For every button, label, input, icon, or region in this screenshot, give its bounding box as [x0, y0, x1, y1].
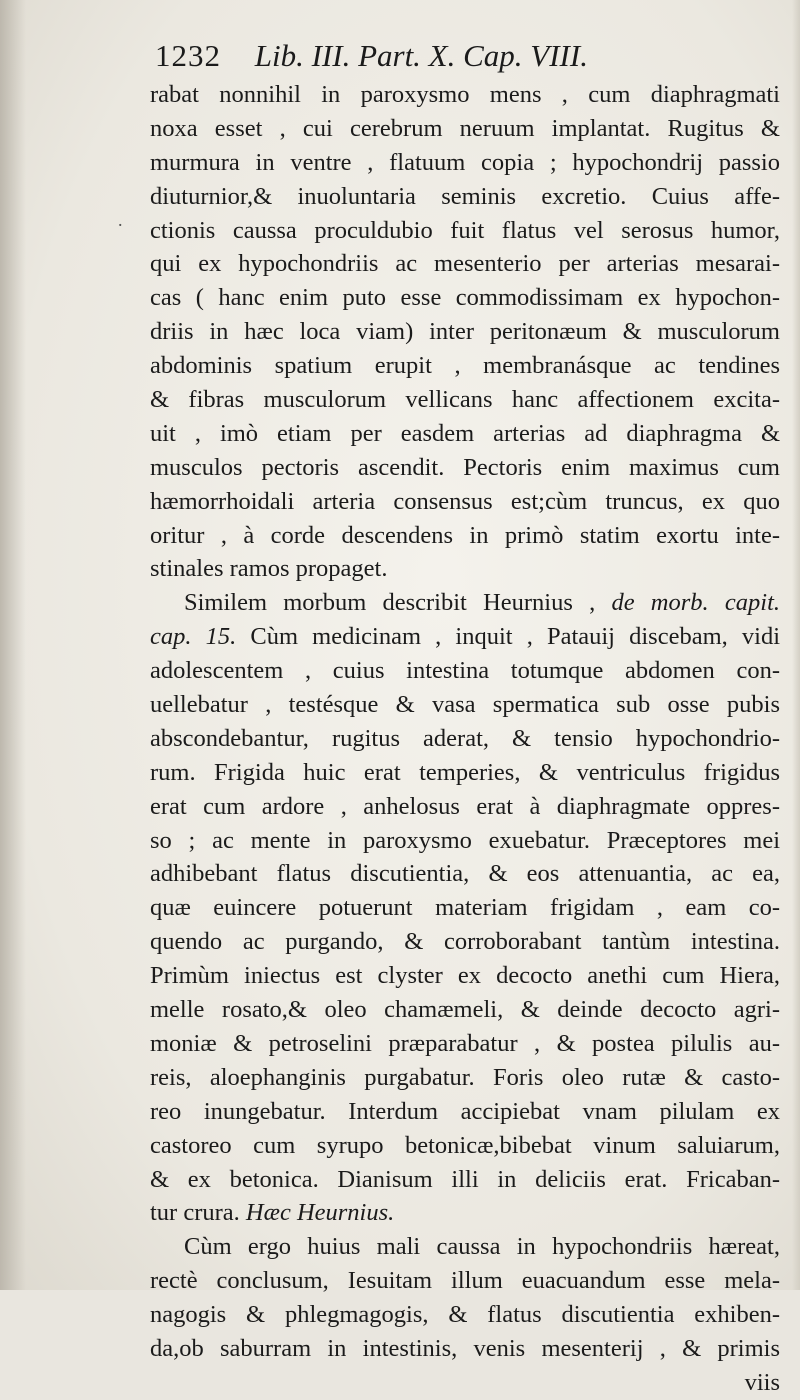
text-line [150, 857, 780, 891]
text-segment: rum. Frigida huic erat temperies, & ventriculus frigidus [150, 758, 780, 786]
text-segment: oritur , à corde descendens in primò statim exortu inte- [150, 521, 780, 549]
text-segment: reis, aloephanginis purgabatur. Foris oleo rutæ & casto- [150, 1063, 780, 1091]
text-line [150, 993, 780, 1027]
text-line [150, 756, 780, 790]
text-line [150, 485, 780, 519]
text-line [150, 1163, 780, 1197]
gutter-shadow [0, 0, 26, 1290]
text-line [150, 959, 780, 993]
text-line [150, 1230, 780, 1264]
text-segment: adolescentem , cuius intestina totumque abdomen con- [150, 657, 780, 685]
text-line [150, 451, 780, 485]
text-segment: Cùm ergo huius mali caussa in hypochondriis hæreat, [184, 1233, 780, 1261]
text-line [150, 688, 780, 722]
text-segment: rectè conclusum, Iesuitam illum euacuandum esse mela- [150, 1267, 780, 1295]
text-segment: castoreo cum syrupo betonicæ,bibebat vinum saluiarum, [150, 1131, 780, 1159]
catchword [150, 1366, 780, 1400]
text-line [150, 146, 780, 180]
text-segment: tur crura. [150, 1199, 246, 1227]
italic-text-segment: cap. 15. [150, 623, 237, 651]
page-edge [792, 0, 800, 1290]
text-segment: qui ex hypochondriis ac mesenterio per arterias mesarai- [150, 250, 780, 278]
text-segment: quæ euincere potuerunt materiam frigidam , eam co- [150, 894, 780, 922]
text-segment: abdominis spatium erupit , membranásque ac tendines [150, 352, 780, 380]
text-line [150, 112, 780, 146]
text-line [150, 1264, 780, 1298]
text-line [150, 315, 780, 349]
text-segment: noxa esset , cui cerebrum neruum implantat. Rugitus & [150, 114, 780, 142]
text-segment: da,ob saburram in intestinis, venis mesenterij , & primis [150, 1334, 780, 1362]
text-segment: Similem morbum describit Heurnius , [184, 589, 612, 617]
text-line [150, 214, 780, 248]
text-segment: diuturnior,& inuoluntaria seminis excretio. Cuius affe- [150, 182, 780, 210]
text-segment: uit , imò etiam per easdem arterias ad diaphragma & [150, 419, 780, 447]
text-segment: adhibebant flatus discutientia, & eos attenuantia, ac ea, [150, 860, 780, 888]
text-segment: musculos pectoris ascendit. Pectoris enim maximus cum [150, 453, 780, 481]
text-line [150, 519, 780, 553]
text-line [150, 1332, 780, 1366]
text-segment: Primùm iniectus est clyster ex decocto anethi cum Hiera, [150, 962, 780, 990]
text-segment: reo inungebatur. Interdum accipiebat vnam pilulam ex [150, 1097, 780, 1125]
text-segment: stinales ramos propaget. [150, 555, 388, 583]
text-line [150, 383, 780, 417]
text-segment: driis in hæc loca viam) inter peritonæum & musculorum [150, 318, 780, 346]
body-text [150, 78, 780, 1400]
text-line [150, 247, 780, 281]
text-segment: & fibras musculorum vellicans hanc affectionem excita- [150, 386, 780, 414]
text-line [150, 620, 780, 654]
text-segment: abscondebantur, rugitus aderat, & tensio hypochondrio- [150, 724, 780, 752]
text-line [150, 654, 780, 688]
running-title: Lib. III. Part. X. Cap. VIII. [254, 38, 588, 73]
text-line [150, 281, 780, 315]
text-segment: rabat nonnihil in paroxysmo mens , cum diaphragmati [150, 81, 780, 108]
margin-mark: . [118, 210, 123, 230]
text-line [150, 1298, 780, 1332]
italic-text-segment: de morb. capit. [611, 589, 780, 617]
text-segment: Cùm medicinam , inquit , Patauij discebam, vidi [236, 623, 781, 651]
running-header [155, 38, 775, 80]
text-line [150, 1061, 780, 1095]
text-segment: ctionis caussa proculdubio fuit flatus vel serosus humor, [150, 216, 780, 244]
page-number: 1232 [155, 38, 221, 73]
text-line [150, 180, 780, 214]
text-line [150, 1129, 780, 1163]
text-segment: moniæ & petroselini præparabatur , & postea pilulis au- [150, 1029, 780, 1057]
text-segment: & ex betonica. Dianisum illi in deliciis erat. Fricaban- [150, 1165, 780, 1193]
text-line [150, 891, 780, 925]
text-segment: viis [744, 1368, 780, 1396]
text-line [150, 1027, 780, 1061]
text-line [150, 417, 780, 451]
text-line [150, 790, 780, 824]
text-segment: cas ( hanc enim puto esse commodissimam ex hypochon- [150, 284, 780, 312]
text-line [150, 349, 780, 383]
text-segment: uellebatur , testésque & vasa spermatica sub osse pubis [150, 691, 780, 719]
text-line [150, 1095, 780, 1129]
text-segment: hæmorrhoidali arteria consensus est;cùm truncus, ex quo [150, 487, 780, 515]
text-segment: murmura in ventre , flatuum copia ; hypochondrij passio [150, 148, 780, 176]
text-line [150, 722, 780, 756]
text-segment: nagogis & phlegmagogis, & flatus discutientia exhiben- [150, 1301, 780, 1329]
text-line [150, 552, 780, 586]
text-segment: quendo ac purgando, & corroborabant tantùm intestina. [150, 928, 780, 956]
text-line [150, 925, 780, 959]
text-line [150, 78, 780, 112]
text-segment: so ; ac mente in paroxysmo exuebatur. Præceptores mei [150, 826, 780, 854]
italic-text-segment: Hæc Heurnius. [245, 1199, 395, 1227]
text-segment: melle rosato,& oleo chamæmeli, & deinde decocto agri- [150, 996, 780, 1024]
text-line [150, 1196, 780, 1230]
text-line [150, 824, 780, 858]
text-line [150, 586, 780, 620]
text-segment: erat cum ardore , anhelosus erat à diaphragmate oppres- [150, 792, 780, 820]
